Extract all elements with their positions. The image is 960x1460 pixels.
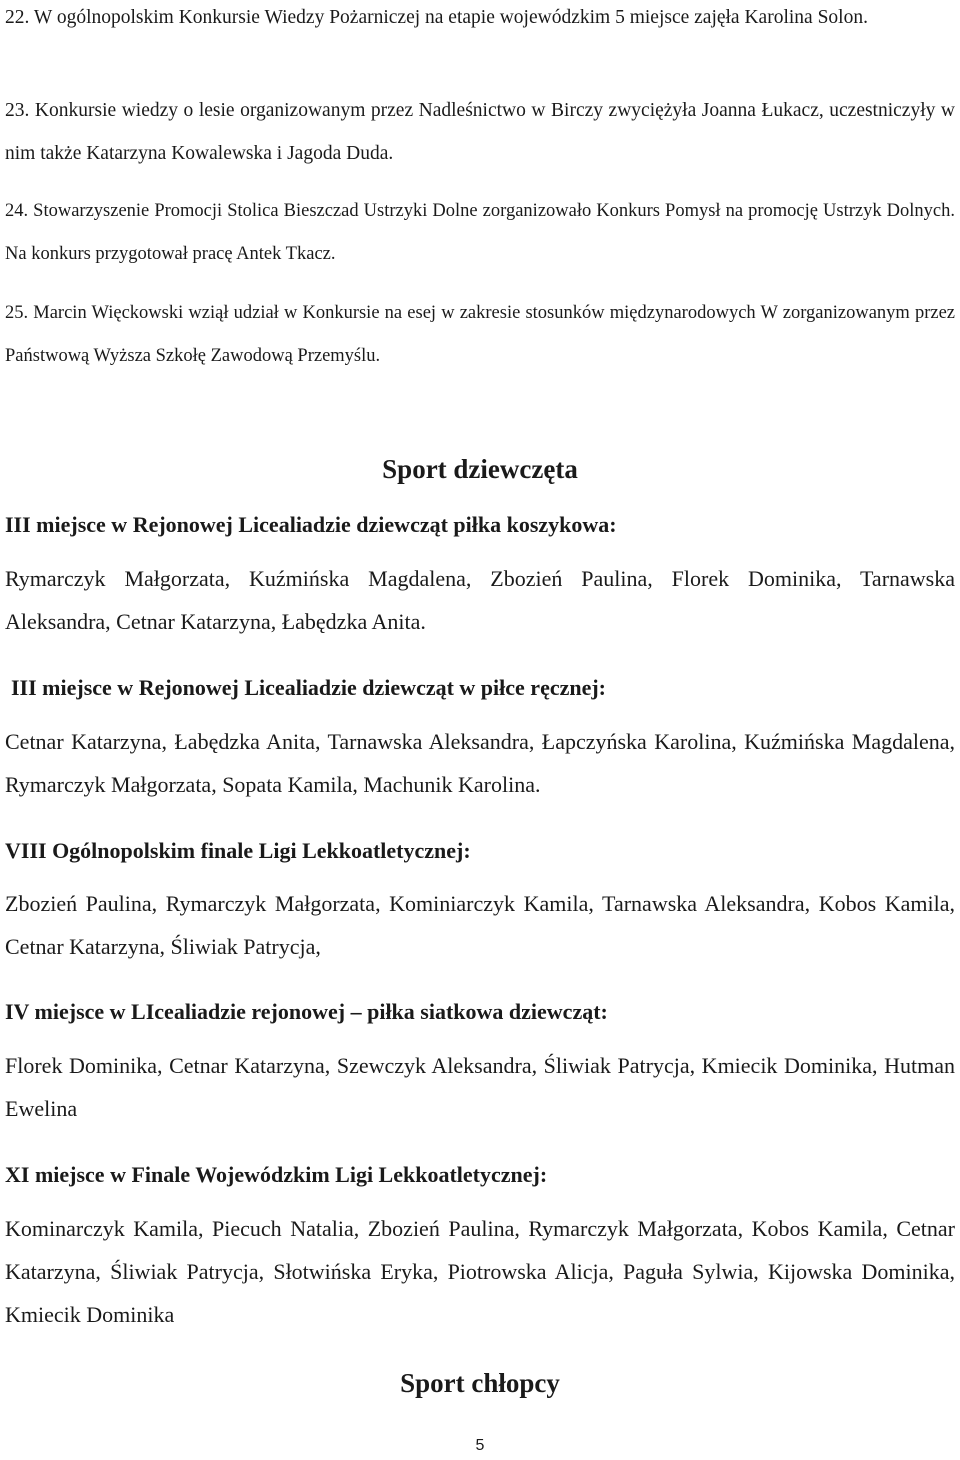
result-heading: III miejsce w Rejonowej Licealiadzie dziewcząt piłka koszykowa: — [5, 512, 617, 537]
item-22: 22. W ogólnopolskim Konkursie Wiedzy Pożarniczej na etapie wojewódzkim 5 miejsce zajęła Karolina Solon. — [5, 7, 868, 28]
result-names: Kominarczyk Kamila, Piecuch Natalia, Zbozień Paulina, Rymarczyk Małgorzata, Kobos Kamila, Cetnar Katarzyna, Śliwiak Patrycja, Słotwińska Eryka, Piotrowska Alicja, Paguła Sylwia, Kijowska Dominika, Kmiecik Dominika — [5, 1216, 955, 1327]
section-title-boys: Sport chłopcy — [400, 1368, 560, 1398]
result-heading: III miejsce w Rejonowej Licealiadzie dziewcząt w piłce ręcznej: — [11, 675, 607, 700]
result-heading: IV miejsce w LIcealiadzie rejonowej – piłka siatkowa dziewcząt: — [5, 999, 608, 1024]
item-25: 25. Marcin Więckowski wziął udział w Konkursie na esej w zakresie stosunków międzynarodowych W zorganizowanym przez Państwową Wyższa Szkołę Zawodową Przemyślu. — [5, 303, 955, 366]
result-names: Zbozień Paulina, Rymarczyk Małgorzata, Kominiarczyk Kamila, Tarnawska Aleksandra, Kobos Kamila, Cetnar Katarzyna, Śliwiak Patrycja, — [5, 891, 955, 959]
item-24: 24. Stowarzyszenie Promocji Stolica Bieszczad Ustrzyki Dolne zorganizowało Konkurs Pomysł na promocję Ustrzyk Dolnych. Na konkurs przygotował pracę Antek Tkacz. — [5, 201, 955, 264]
result-names: Cetnar Katarzyna, Łabędzka Anita, Tarnawska Aleksandra, Łapczyńska Karolina, Kuźmińska Magdalena, Rymarczyk Małgorzata, Sopata Kamila, Machunik Karolina. — [5, 729, 955, 797]
result-heading: VIII Ogólnopolskim finale Ligi Lekkoatletycznej: — [5, 838, 471, 863]
result-names: Rymarczyk Małgorzata, Kuźmińska Magdalena, Zbozień Paulina, Florek Dominika, Tarnawska Aleksandra, Cetnar Katarzyna, Łabędzka Anita. — [5, 566, 955, 634]
page-number: 5 — [475, 1437, 485, 1454]
item-23: 23. Konkursie wiedzy o lesie organizowanym przez Nadleśnictwo w Birczy zwyciężyła Joanna Łukacz, uczestniczyły w nim także Katarzyna Kowalewska i Jagoda Duda. — [5, 100, 955, 164]
section-title-girls: Sport dziewczęta — [382, 454, 578, 484]
result-heading: XI miejsce w Finale Wojewódzkim Ligi Lekkoatletycznej: — [5, 1162, 548, 1187]
result-names: Florek Dominika, Cetnar Katarzyna, Szewczyk Aleksandra, Śliwiak Patrycja, Kmiecik Dominika, Hutman Ewelina — [5, 1053, 955, 1121]
